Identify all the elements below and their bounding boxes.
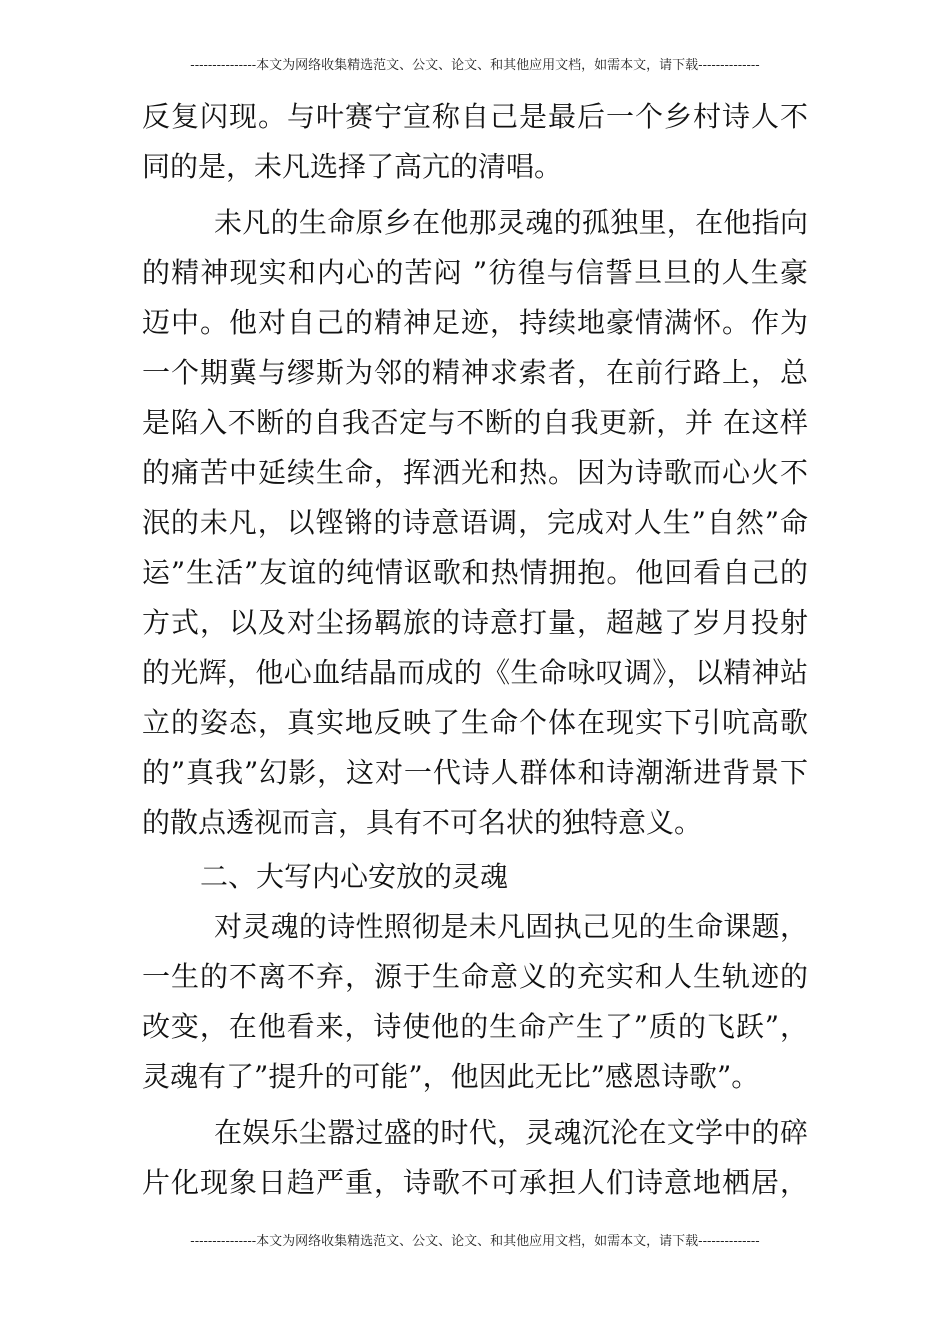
text-line: 的精神现实和内心的苦闷 ”彷徨与信誓旦旦的人生豪	[142, 256, 808, 289]
text-line: 的散点透视而言，具有不可名状的独特意义。	[142, 806, 703, 839]
text-line: 灵魂有了”提升的可能”，他因此无比”感恩诗歌”。	[142, 1060, 760, 1093]
text-line: 对灵魂的诗性照彻是未凡固执己见的生命课题，	[214, 910, 808, 943]
text-line: 的”真我”幻影，这对一代诗人群体和诗潮渐进背景下	[142, 756, 808, 789]
text-line: 立的姿态，真实地反映了生命个体在现实下引吭高歌	[142, 706, 808, 739]
text-line: 迈中。他对自己的精神足迹，持续地豪情满怀。作为	[142, 306, 808, 339]
text-line: 是陷入不断的自我否定与不断的自我更新，并 在这样	[142, 406, 808, 439]
text-line: 同的是，未凡选择了高亢的清唱。	[142, 150, 563, 183]
text-line: 的光辉，他心血结晶而成的《生命咏叹调》，以精神站	[142, 656, 808, 689]
text-line: 运”生活”友谊的纯情讴歌和热情拥抱。他回看自己的	[142, 556, 808, 589]
footer-banner: ---------------本文为网络收集精选范文、公文、论文、和其他应用文档，如需本文，请下载--------------	[190, 1234, 760, 1249]
text-line: 改变，在他看来，诗使他的生命产生了”质的飞跃”，	[142, 1010, 808, 1043]
text-line: 泯的未凡，以铿锵的诗意语调，完成对人生”自然”命	[142, 506, 808, 539]
text-line: 一个期冀与缪斯为邻的精神求索者，在前行路上，总	[142, 356, 808, 389]
text-line: 片化现象日趋严重，诗歌不可承担人们诗意地栖居，	[142, 1166, 808, 1199]
text-line: 方式，以及对尘扬羁旅的诗意打量，超越了岁月投射	[142, 606, 808, 639]
header-banner: ---------------本文为网络收集精选范文、公文、论文、和其他应用文档，如需本文，请下载--------------	[190, 58, 760, 73]
text-line: 的痛苦中延续生命，挥洒光和热。因为诗歌而心火不	[142, 456, 808, 489]
text-line: 在娱乐尘嚣过盛的时代，灵魂沉沦在文学中的碎	[214, 1116, 808, 1149]
text-line: 一生的不离不弃，源于生命意义的充实和人生轨迹的	[142, 960, 808, 993]
text-line: 反复闪现。与叶赛宁宣称自己是最后一个乡村诗人不	[142, 100, 808, 133]
document-body	[142, 92, 808, 1208]
section-heading: 二、大写内心安放的灵魂	[200, 860, 509, 893]
text-line: 未凡的生命原乡在他那灵魂的孤独里，在他指向	[214, 206, 808, 239]
